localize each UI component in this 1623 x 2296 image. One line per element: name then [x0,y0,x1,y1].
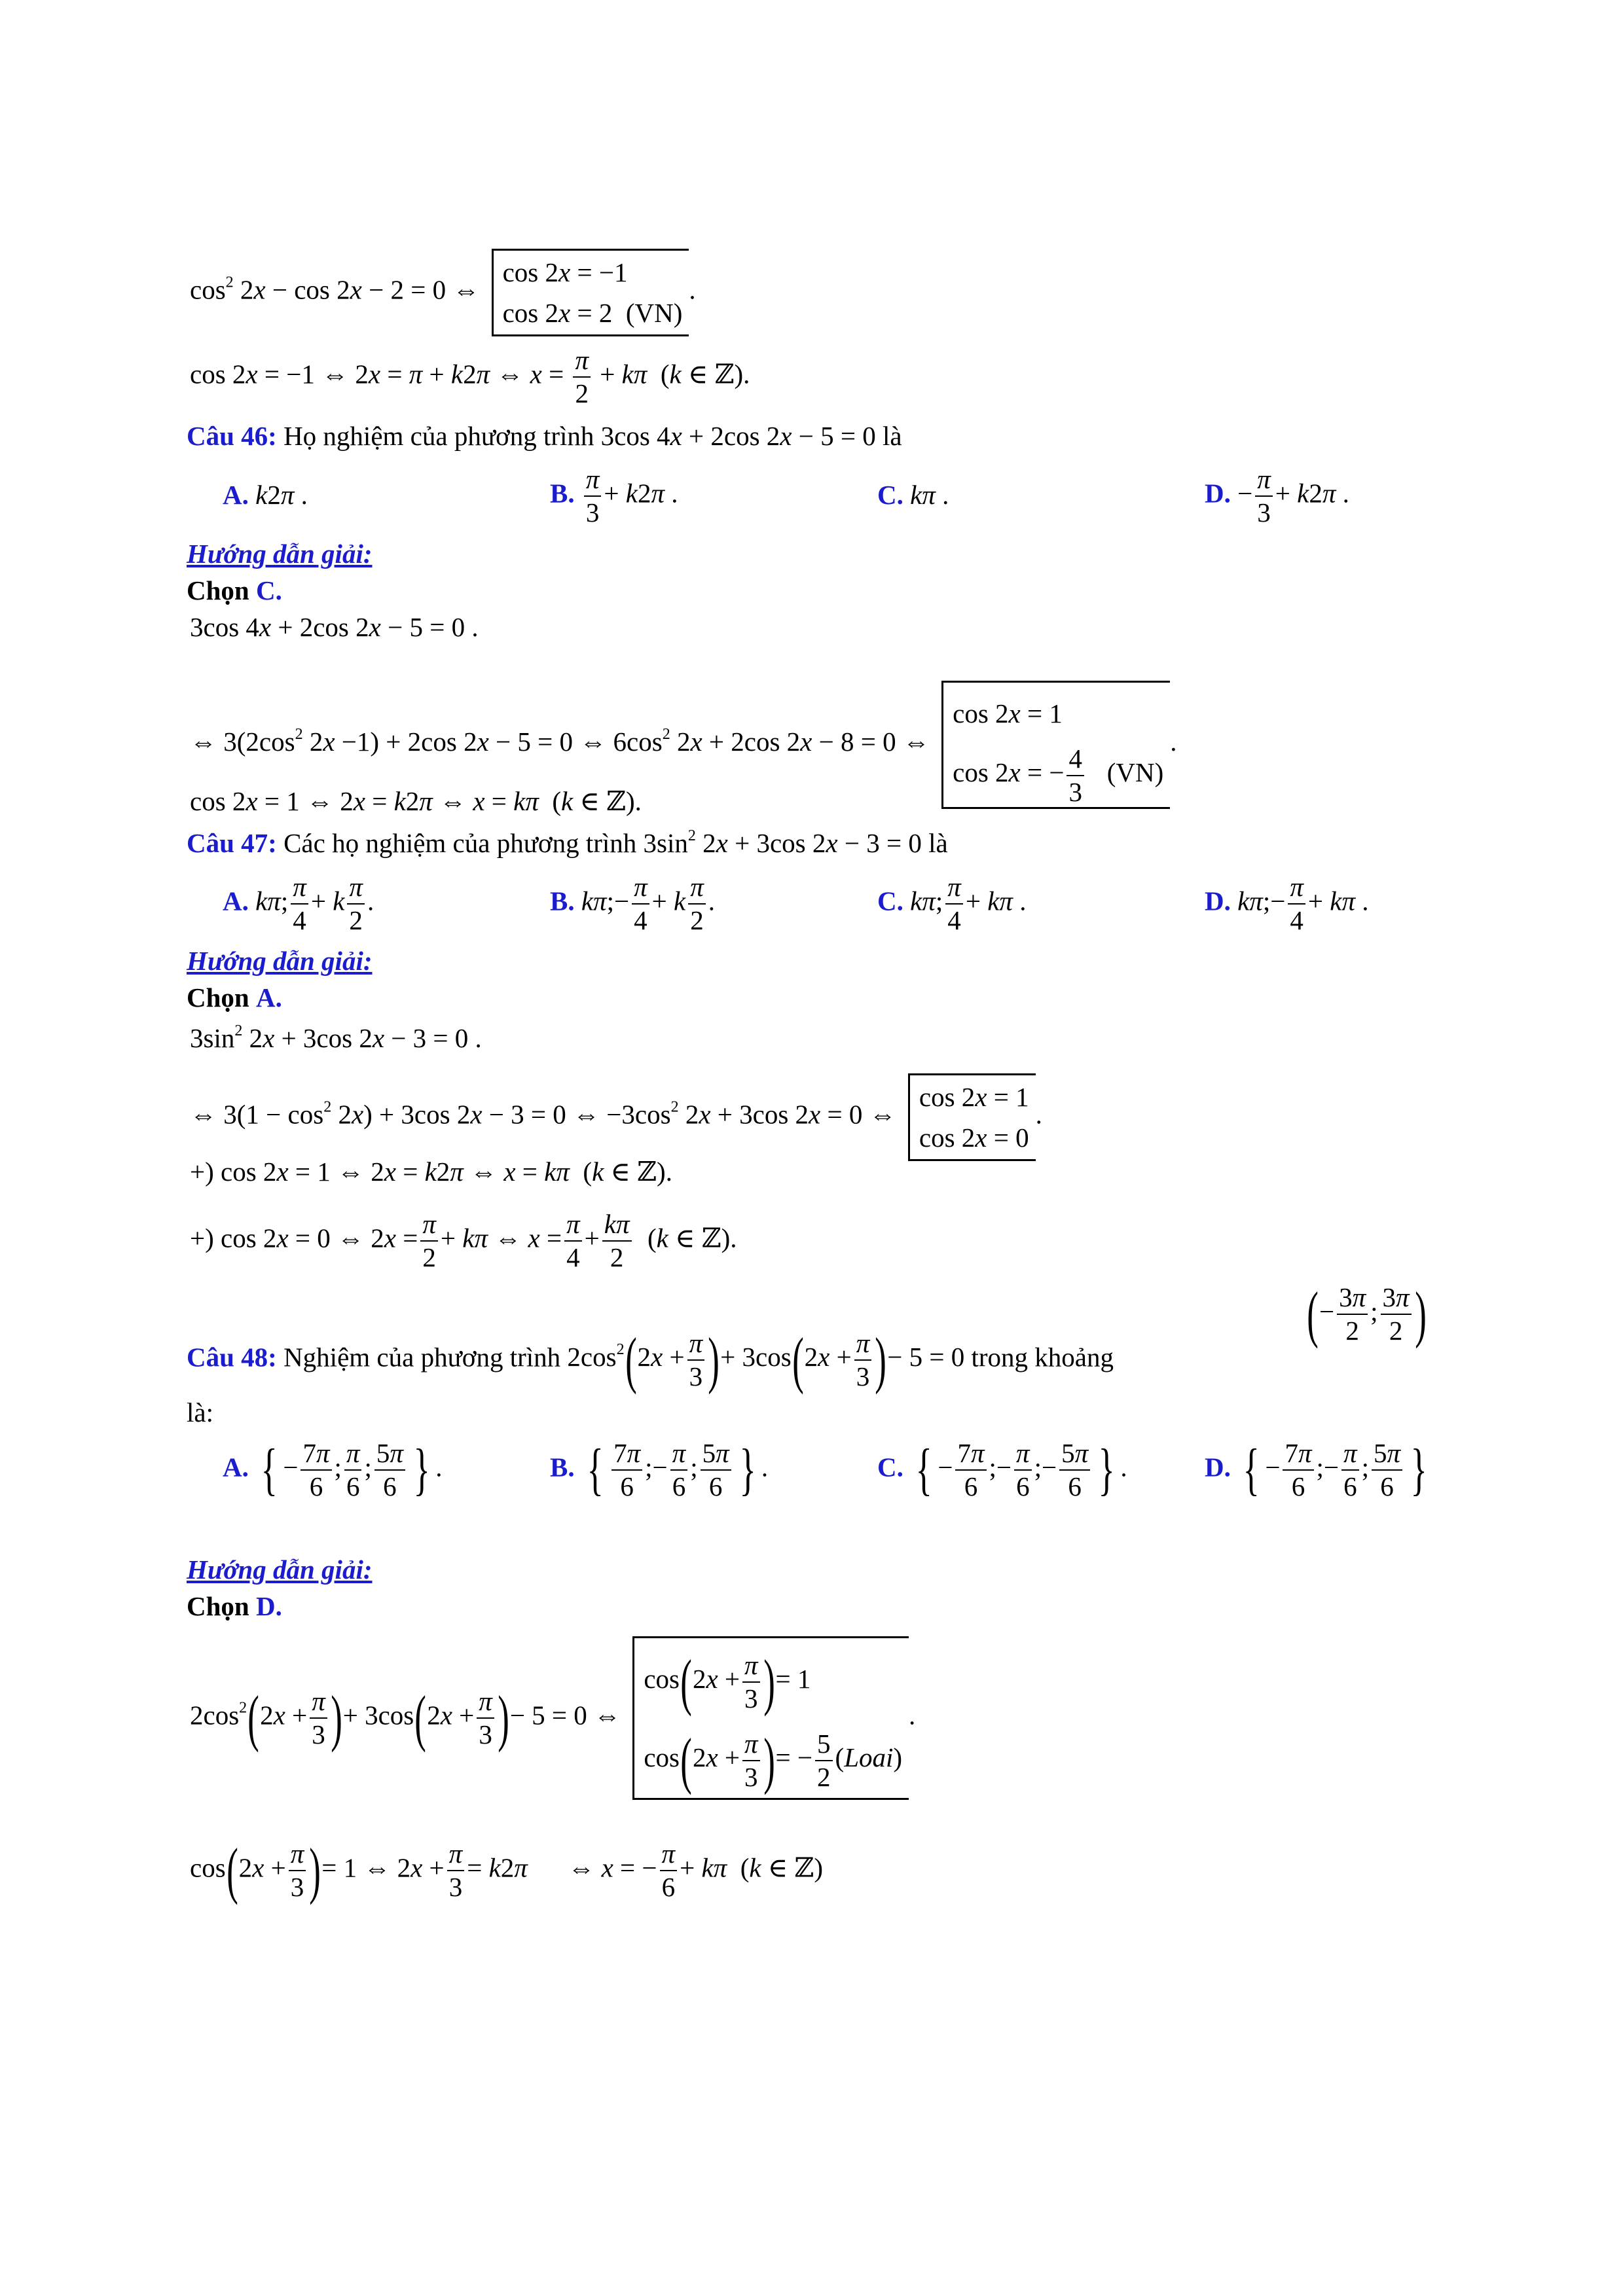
q46-question [187,419,902,453]
q46-option-c[interactable]: C. kπ . [877,480,949,510]
q47-step-4: +) cos 2x = 0 ⇔ 2x = $\frac{\pi}{2}$ + kπ ⇔ x = $\frac{\pi}{4}$ + $\frac{k\pi}{2}$ (k ∈ ℤ). [190,1209,737,1272]
q48-step-2: cos(2x + $\frac{\pi}{3}$ )= 1 ⇔ 2x + $\frac{\pi}{3}$ = k2π ⇔ x = − $\frac{\pi}{6}$ + kπ (k ∈ ℤ) [190,1835,824,1905]
q48-option-c[interactable]: C. { − $\frac{7\pi}{6}$ ;− $\frac{\pi}{6}$ ;− $\frac{5\pi}{6}$ } . [877,1438,1127,1501]
q47-step-3: +) cos 2x = 1 ⇔ 2x = k2π ⇔ x = kπ (k ∈ ℤ). [190,1157,672,1187]
q48-guide-heading: Hướng dẫn giải: [187,1554,373,1585]
q45-step-1: $\cos^2 2x - \cos 2x - 2 = 0$ ⇔ cos 2x = −1 cos 2x = 2 (VN). [190,249,696,336]
q47-bracket: cos 2x = 1 cos 2x = 0 [908,1073,1036,1161]
q48-tail: là: [187,1397,213,1427]
q47-label: Câu 47: [187,828,277,858]
q48-label: Câu 48: [187,1342,277,1372]
q46-equation: 3cos 4x + 2cos 2x − 5 = 0 [600,421,876,451]
q46-text: Họ nghiệm của phương trình [283,421,594,451]
q47-guide-heading: Hướng dẫn giải: [187,946,373,976]
q47-text: Các họ nghiệm của phương trình [283,828,637,858]
q48-option-b[interactable]: B. { $\frac{7\pi}{6}$ ;− $\frac{\pi}{6}$ ; $\frac{5\pi}{6}$ } . [550,1438,769,1501]
q48-option-a[interactable]: A. { − $\frac{7\pi}{6}$ ; $\frac{\pi}{6}$ ; $\frac{5\pi}{6}$ } . [223,1438,443,1501]
q46-guide-heading: Hướng dẫn giải: [187,539,373,569]
q48-answer: D. [255,1591,282,1621]
q47-answer: A. [255,982,282,1013]
q47-step-1: $3\sin^2$ 2x + 3cos 2x − 3 = 0 . [190,1022,482,1053]
q47-choice: Chọn A. [187,982,282,1013]
q48-option-d[interactable]: D. { − $\frac{7\pi}{6}$ ;− $\frac{\pi}{6}$ ; $\frac{5\pi}{6}$ } [1205,1438,1427,1501]
q46-step-2: ⇔ $3(2\cos^2$ 2x −1) + 2cos 2x − 5 = 0 ⇔ $6\cos^2$ 2x + 2cos 2x − 8 = 0 ⇔ cos 2x = 1 cos 2x = − $\frac{4}{3}$ (VN). [190,681,1177,809]
q46-option-b[interactable]: B. $\frac{\pi}{3}$ + k2π . [550,464,678,528]
q48-mid: trong khoảng [971,1342,1114,1372]
q48-choice: Chọn D. [187,1591,282,1621]
q48-question [187,1325,1114,1395]
q48-interval: (− $\frac{3\pi}{2}$ ; $\frac{3\pi}{2}$ ) [1307,1279,1427,1349]
q46-bracket: cos 2x = 1 cos 2x = − $\frac{4}{3}$ (VN) [941,681,1170,809]
q46-answer: C. [255,575,282,605]
q47-option-b[interactable]: B. kπ;− $\frac{\pi}{4}$ + k $\frac{\pi}{2}$ . [550,872,716,935]
q46-step-1: 3cos 4x + 2cos 2x − 5 = 0 . [190,612,479,642]
q47-option-c[interactable]: C. kπ; $\frac{\pi}{4}$ + kπ . [877,872,1027,935]
q47-step-2: ⇔ $3(1 - \cos^2 2x) + 3\cos$ 2x − 3 = 0 ⇔ $-3\cos^2$ 2x + 3cos 2x = 0 ⇔ cos 2x = 1 cos 2x = 0. [190,1073,1042,1161]
q48-step-1: $2\cos^2(2x$ + $\frac{\pi}{3}$ )+ 3cos(2x + $\frac{\pi}{3}$ )− 5 = 0 ⇔ cos(2x + $\frac{\pi}{3}$ )= 1 cos(2x + $\frac{\pi}{3}$ )= − $\frac{5}{2}$ (Loai). [190,1636,915,1800]
q48-equation: $2\cos^2(2x$ + $\frac{\pi}{3}$ )+ 3cos(2x + $\frac{\pi}{3}$ )− 5 = 0 [567,1325,965,1395]
q47-option-a[interactable]: A. kπ; $\frac{\pi}{4}$ + k $\frac{\pi}{2}$ . [223,872,374,935]
q46-choice: Chọn C. [187,575,282,605]
q47-tail: là [928,828,948,858]
q46-option-a[interactable]: A. k2π . [223,480,308,510]
q46-tail: là [883,421,902,451]
q45-step-2: cos 2x = −1 ⇔ 2x = π + k2π ⇔ x = $\frac{\pi}{2}$ + kπ (k ∈ ℤ). [190,345,750,408]
q47-option-d[interactable]: D. kπ;− $\frac{\pi}{4}$ + kπ . [1205,872,1369,935]
q46-option-d[interactable]: D. − $\frac{\pi}{3}$ + k2π . [1205,464,1349,528]
q46-step-3: cos 2x = 1 ⇔ 2x = k2π ⇔ x = kπ (k ∈ ℤ). [190,786,642,816]
q48-bracket: cos(2x + $\frac{\pi}{3}$ )= 1 cos(2x + $\frac{\pi}{3}$ )= − $\frac{5}{2}$ (Loai) [632,1636,909,1800]
q45-bracket: cos 2x = −1 cos 2x = 2 (VN) [492,249,689,336]
q46-label: Câu 46: [187,421,277,451]
q47-equation: $3\sin^2$ 2x + 3cos 2x − 3 = 0 [643,827,922,858]
q48-text: Nghiệm của phương trình [283,1342,561,1372]
q47-question [187,826,948,860]
